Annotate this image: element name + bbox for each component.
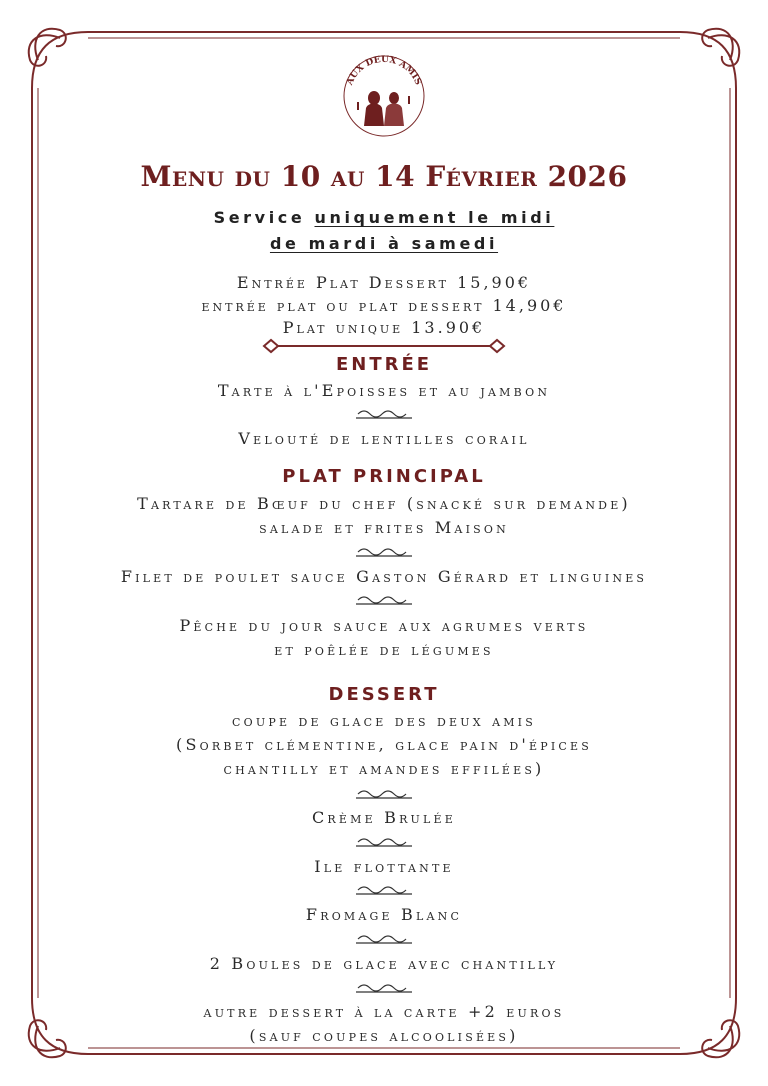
menu-item: Pêche du jour sauce aux agrumes verts <box>179 616 589 635</box>
wave-separator <box>354 788 414 800</box>
menu-item: salade et frites Maison <box>259 518 509 537</box>
page-title: Menu du 10 au 14 Février 2026 <box>140 160 628 193</box>
menu-item: et poêlée de légumes <box>274 640 494 659</box>
menu-item: Tarte à l'Epoisses et au jambon <box>217 381 551 400</box>
menu-item: (sauf coupes alcoolisées) <box>249 1026 519 1045</box>
menu-item: Crème Brulée <box>311 808 456 827</box>
menu-item: Fromage Blanc <box>305 905 463 924</box>
price-line: Entrée Plat Dessert 15,90€ <box>236 273 532 292</box>
menu-item: chantilly et amandes effilées) <box>223 759 545 778</box>
menu-item: Tartare de Bœuf du chef (snacké sur demande) <box>137 494 631 513</box>
wave-separator <box>354 594 414 606</box>
service-underlined-1: uniquement le midi <box>314 208 555 227</box>
service-line-2 <box>0 234 768 253</box>
menu-item: (Sorbet clémentine, glace pain d'épices <box>176 735 592 754</box>
wave-separator <box>354 982 414 994</box>
price-line: Plat unique 13.90€ <box>282 318 486 337</box>
wave-separator <box>354 408 414 420</box>
menu-item: 2 Boules de glace avec chantilly <box>209 954 559 973</box>
price-line: entrée plat ou plat dessert 14,90€ <box>201 296 567 315</box>
menu-item: coupe de glace des deux amis <box>232 711 536 730</box>
menu-item: Filet de poulet sauce Gaston Gérard et linguines <box>120 567 648 586</box>
service-prefix: Service <box>213 208 315 227</box>
section-title-dessert: DESSERT <box>328 684 440 705</box>
wave-separator <box>354 884 414 896</box>
section-title-entree: ENTRÉE <box>335 354 433 375</box>
diamond-divider <box>262 337 506 355</box>
wave-separator <box>354 933 414 945</box>
wave-separator <box>354 546 414 558</box>
menu-item: autre dessert à la carte +2 euros <box>203 1002 565 1021</box>
svg-text:AUX DEUX AMIS: AUX DEUX AMIS <box>345 54 423 87</box>
wave-separator <box>354 836 414 848</box>
restaurant-logo <box>334 46 434 146</box>
service-underlined-2: de mardi à samedi <box>269 234 499 253</box>
section-title-plat: PLAT PRINCIPAL <box>282 466 486 487</box>
menu-item: Ile flottante <box>314 857 454 876</box>
menu-item: Velouté de lentilles corail <box>238 429 530 448</box>
service-line-1 <box>0 208 768 227</box>
